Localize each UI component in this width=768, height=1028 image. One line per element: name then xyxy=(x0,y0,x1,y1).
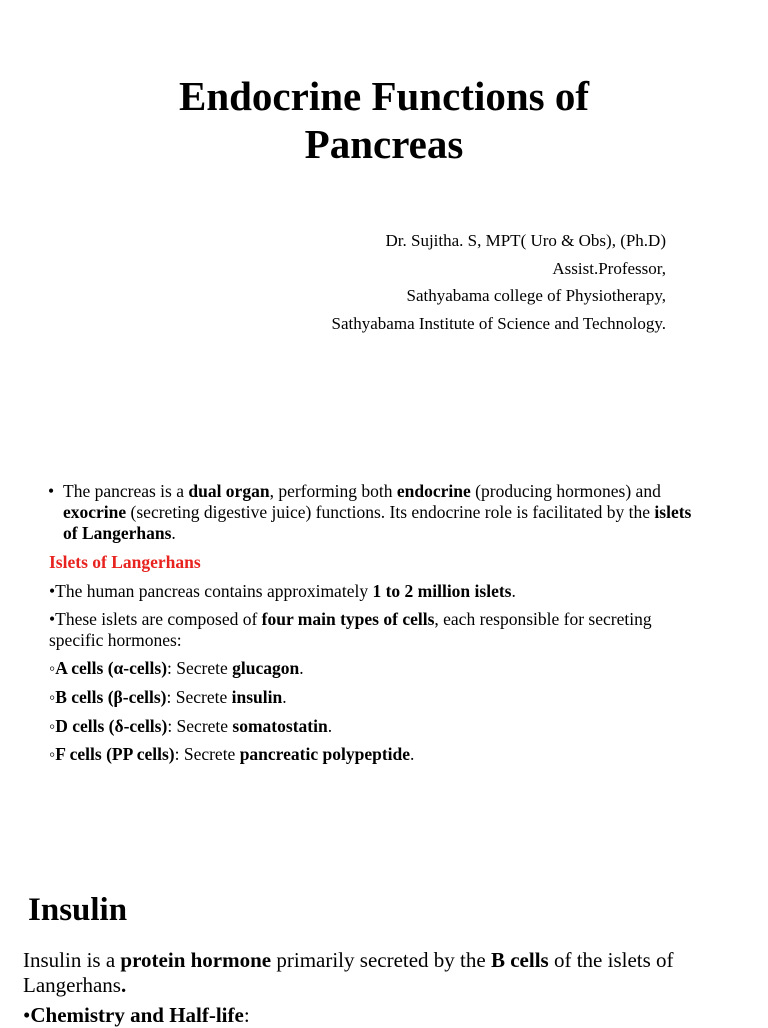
hormone-name: pancreatic polypeptide xyxy=(239,744,411,764)
intro-bullet xyxy=(48,481,708,544)
point-text: . xyxy=(511,581,516,601)
cell-text: : Secrete xyxy=(174,744,240,764)
point-bold: 1 to 2 million islets xyxy=(372,581,512,601)
intro-bold-islets: islets of Langerhans xyxy=(63,502,692,543)
intro-text-part: The pancreas is a xyxy=(63,481,189,501)
cell-text: . xyxy=(282,687,287,707)
intro-text-part: (producing hormones) and xyxy=(470,481,661,501)
islets-heading: Islets of Langerhans xyxy=(49,552,201,572)
title-line-2: Pancreas xyxy=(304,121,464,167)
author-block xyxy=(332,227,666,337)
sub-bullet-marker: ◦ xyxy=(49,744,56,764)
insulin-text-end: . xyxy=(120,973,127,997)
insulin-text: primarily secreted by the xyxy=(271,948,491,972)
insulin-heading: Insulin xyxy=(28,892,128,928)
sub-bullet-marker: ◦ xyxy=(49,658,56,678)
islets-cells-point xyxy=(49,609,689,651)
insulin-text: of the islets of Langerhans xyxy=(23,948,674,997)
page-title xyxy=(0,72,768,168)
cell-name: F cells (PP cells) xyxy=(55,744,175,764)
cell-list-item xyxy=(49,744,689,765)
sub-bullet-marker: ◦ xyxy=(49,687,56,707)
cell-name: D cells (δ-cells) xyxy=(55,716,168,736)
insulin-bold-protein-hormone: protein hormone xyxy=(120,948,272,972)
intro-bold-exocrine: exocrine xyxy=(63,502,127,522)
insulin-slide xyxy=(0,860,768,1027)
cell-name: A cells (α-cells) xyxy=(55,658,168,678)
insulin-paragraph xyxy=(23,948,743,998)
chemistry-colon: : xyxy=(243,1003,250,1027)
cell-list-item xyxy=(49,658,689,679)
intro-text-part: . xyxy=(171,523,176,543)
point-text: , each responsible for secreting specific hormones: xyxy=(49,609,652,650)
point-text: •The human pancreas contains approximately xyxy=(49,581,373,601)
bullet-marker: • xyxy=(48,481,55,501)
cell-text: . xyxy=(410,744,415,764)
chemistry-label: Chemistry and Half-life xyxy=(30,1003,244,1027)
islets-slide xyxy=(0,440,768,860)
cell-text: . xyxy=(327,716,333,736)
point-text: •These islets are composed of xyxy=(49,609,262,629)
intro-text-part: , performing both xyxy=(269,481,397,501)
hormone-name: somatostatin xyxy=(232,716,328,736)
intro-text xyxy=(63,481,708,544)
cell-list-item xyxy=(49,687,689,708)
author-college: Sathyabama college of Physiotherapy, xyxy=(406,286,666,305)
intro-text-part: (secreting digestive juice) functions. Its endocrine role is facilitated by the xyxy=(126,502,655,522)
intro-bold-dual-organ: dual organ xyxy=(188,481,270,501)
hormone-name: glucagon xyxy=(232,658,300,678)
sub-bullet-marker: ◦ xyxy=(49,716,56,736)
author-position: Assist.Professor, xyxy=(552,258,666,278)
cell-text: . xyxy=(299,658,304,678)
cell-name: B cells (β-cells) xyxy=(55,687,167,707)
cell-text: : Secrete xyxy=(167,658,233,678)
chemistry-subheading xyxy=(23,1003,250,1028)
hormone-name: insulin xyxy=(231,687,283,707)
islets-count-point xyxy=(49,581,689,602)
title-slide xyxy=(0,0,768,440)
cell-list-item xyxy=(49,716,689,737)
insulin-text: Insulin is a xyxy=(23,948,121,972)
author-institute: Sathyabama Institute of Science and Technology. xyxy=(331,313,666,333)
bullet-marker: • xyxy=(23,1003,31,1027)
title-line-1: Endocrine Functions of xyxy=(178,73,590,119)
cell-text: : Secrete xyxy=(167,716,233,736)
point-bold: four main types of cells xyxy=(261,609,435,629)
author-name: Dr. Sujitha. S, MPT( Uro & Obs), (Ph.D) xyxy=(385,231,666,250)
insulin-bold-b-cells: B cells xyxy=(490,948,549,972)
intro-bold-endocrine: endocrine xyxy=(396,481,471,501)
cell-text: : Secrete xyxy=(166,687,232,707)
